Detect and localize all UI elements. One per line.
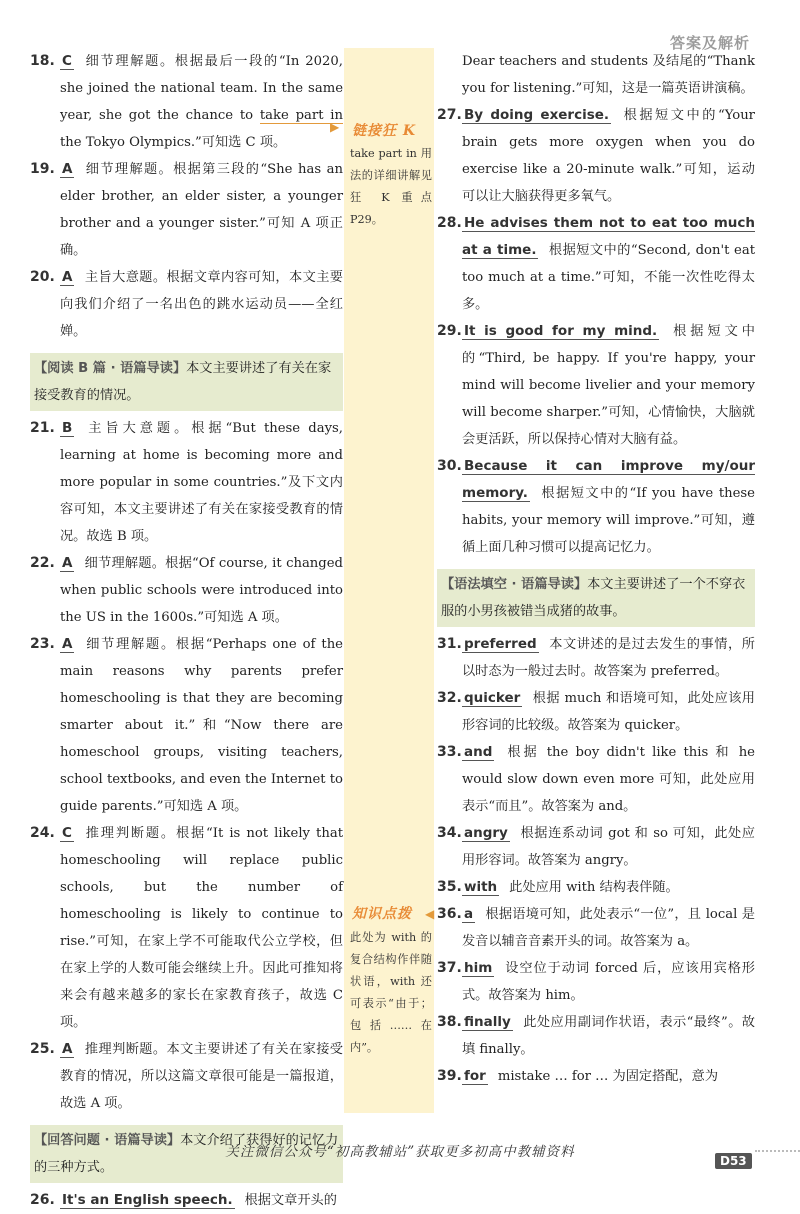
answer-item: 33. and 根据 the boy didn't like this 和 he would slow down even more 可知，此处应用表示“而且”。故答案为 and。 xyxy=(437,744,755,814)
answer-item: 29. It is good for my mind. 根据短文中的“Third, be happy. If you're happy, your mind will become livelier and your memory will become sharper.”可知，心情愉快，大脑就会更活跃，所以保持心情对大脑有益。 xyxy=(437,323,755,447)
answer-item: 20. A 主旨大意题。根据文章内容可知，本文主要向我们介绍了一名出色的跳水运动员——全红婵。 xyxy=(30,269,343,339)
answer-key: with xyxy=(464,879,498,895)
answer-key: It's an English speech. xyxy=(62,1192,233,1208)
side-note-head-2: 知识点拨 xyxy=(352,906,412,922)
answer-key: B xyxy=(62,420,73,436)
answer-item: 27. By doing exercise. 根据短文中的“Your brain gets more oxygen when you do exercise like a 20-minute walk.”可知，运动可以让大脑获得更多氧气。 xyxy=(437,107,755,204)
answer-key: quicker xyxy=(464,690,521,706)
passage-guide-box: 【回答问题 · 语篇导读】本文介绍了获得好的记忆力的三种方式。 xyxy=(30,1125,343,1183)
answer-item: 26. It's an English speech. 根据文章开头的 xyxy=(30,1192,337,1208)
answer-key: It is good for my mind. xyxy=(464,323,658,339)
answer-item: 25. A 推理判断题。本文主要讲述了有关在家接受教育的情况，所以这篇文章很可能是一篇报道，故选 A 项。 xyxy=(30,1041,343,1111)
answer-item: 23. A 细节理解题。根据“Perhaps one of the main reasons why parents prefer homeschooling is that they are becoming smarter about it.”和“Now there are homeschool groups, visiting teachers, school textbooks, and even the Internet to guide parents.”可知选 A 项。 xyxy=(30,636,343,814)
answer-key: A xyxy=(62,269,73,285)
answer-key: preferred xyxy=(464,636,537,652)
page-corner-dots xyxy=(755,1150,800,1154)
passage-guide-box: 【语法填空 · 语篇导读】本文主要讲述了一个不穿衣服的小男孩被错当成猪的故事。 xyxy=(437,569,755,627)
answer-key: A xyxy=(62,161,73,177)
arrow-icon: ▶ xyxy=(330,120,340,134)
answer-key: him xyxy=(464,960,493,976)
answer-key: angry xyxy=(464,825,508,841)
answer-item: 30. Because it can improve my/our memory. 根据短文中的“If you have these habits, your memory will improve.”可知，遵循上面几种习惯可以提高记忆力。 xyxy=(437,458,755,555)
answer-continuation: Dear teachers and students 及结尾的“Thank you for listening.”可知，这是一篇英语讲演稿。 xyxy=(462,54,755,96)
answer-key: finally xyxy=(464,1014,511,1030)
answer-item: 36. a 根据语境可知，此处表示“一位”，且 local 是发音以辅音音素开头的词。故答案为 a。 xyxy=(437,906,755,949)
answer-key: A xyxy=(62,555,73,571)
answer-key: A xyxy=(62,1041,73,1057)
answer-key: C xyxy=(62,825,72,841)
answer-item: 34. angry 根据连系动词 got 和 so 可知，此处应用形容词。故答案为 angry。 xyxy=(437,825,755,868)
arrow-icon: ◀ xyxy=(425,907,435,921)
answer-key: a xyxy=(464,906,474,922)
answer-key: for xyxy=(464,1068,486,1084)
answer-item: 38. finally 此处应用副词作状语，表示“最终”。故填 finally。 xyxy=(437,1014,755,1057)
answer-key: He advises them not to eat too much at a time. xyxy=(462,215,755,258)
left-column xyxy=(30,48,343,1214)
answer-key: Because it can improve my/our memory. xyxy=(462,458,755,501)
answer-item: 22. A 细节理解题。根据“Of course, it changed when public schools were introduced into the US in the 1600s.”可知选 A 项。 xyxy=(30,555,343,625)
answer-key: By doing exercise. xyxy=(464,107,610,123)
page-number: D53 xyxy=(715,1153,752,1169)
answer-item: 37. him 设空位于动词 forced 后，应该用宾格形式。故答案为 him。 xyxy=(437,960,755,1003)
answer-item: 28. He advises them not to eat too much at a time. 根据短文中的“Second, don't eat too much at a time.”可知，不能一次性吃得太多。 xyxy=(437,215,755,312)
answer-item: 39. for mistake … for … 为固定搭配，意为 xyxy=(437,1068,719,1084)
side-note-text-2: 此处为 with 的复合结构作伴随状语，with 还可表示“由于；包括……在内”。 xyxy=(350,931,432,1054)
answer-key: C xyxy=(62,53,72,69)
answer-item: 32. quicker 根据 much 和语境可知，此处应该用形容词的比较级。故答案为 quicker。 xyxy=(437,690,755,733)
answer-item: 18. C 细节理解题。根据最后一段的“In 2020, she joined the national team. In the same year, she got the chance to take part in the Tokyo Olympics.”可知选 C 项。 xyxy=(30,53,343,150)
passage-guide-box: 【阅读 B 篇 · 语篇导读】本文主要讲述了有关在家接受教育的情况。 xyxy=(30,353,343,411)
side-note-text-1: take part in 用法的详细讲解见狂 K 重点 P29。 xyxy=(350,147,432,226)
footer-note: 关注微信公众号“初高教辅站”获取更多初高中教辅资料 xyxy=(225,1144,575,1160)
answer-key: and xyxy=(464,744,493,760)
section-header: 答案及解析 xyxy=(669,34,750,52)
answer-item: 24. C 推理判断题。根据“It is not likely that homeschooling will replace public schools, but the number of homeschooling is likely to continue to rise.”可知，在家上学不可能取代公立学校，但在家上学的人数可能会继续上升。因此可推知将来会有越来越多的家长在家教育孩子，故选 C 项。 xyxy=(30,825,343,1030)
answer-item: 31. preferred 本文讲述的是过去发生的事情，所以时态为一般过去时。故答案为 preferred。 xyxy=(437,636,755,679)
answer-key: A xyxy=(62,636,73,652)
answer-item: 21. B 主旨大意题。根据“But these days, learning at home is becoming more and more popular in some countries.”及下文内容可知，本文主要讲述了有关在家接受教育的情况。故选 B 项。 xyxy=(30,420,343,544)
right-column xyxy=(437,48,755,1090)
answer-item: 35. with 此处应用 with 结构表伴随。 xyxy=(437,879,679,895)
answer-item: 19. A 细节理解题。根据第三段的“She has an elder brother, an elder sister, a younger brother and a younger sister.”可知 A 项正确。 xyxy=(30,161,343,258)
side-note-head-1: 链接狂 K xyxy=(352,123,417,139)
